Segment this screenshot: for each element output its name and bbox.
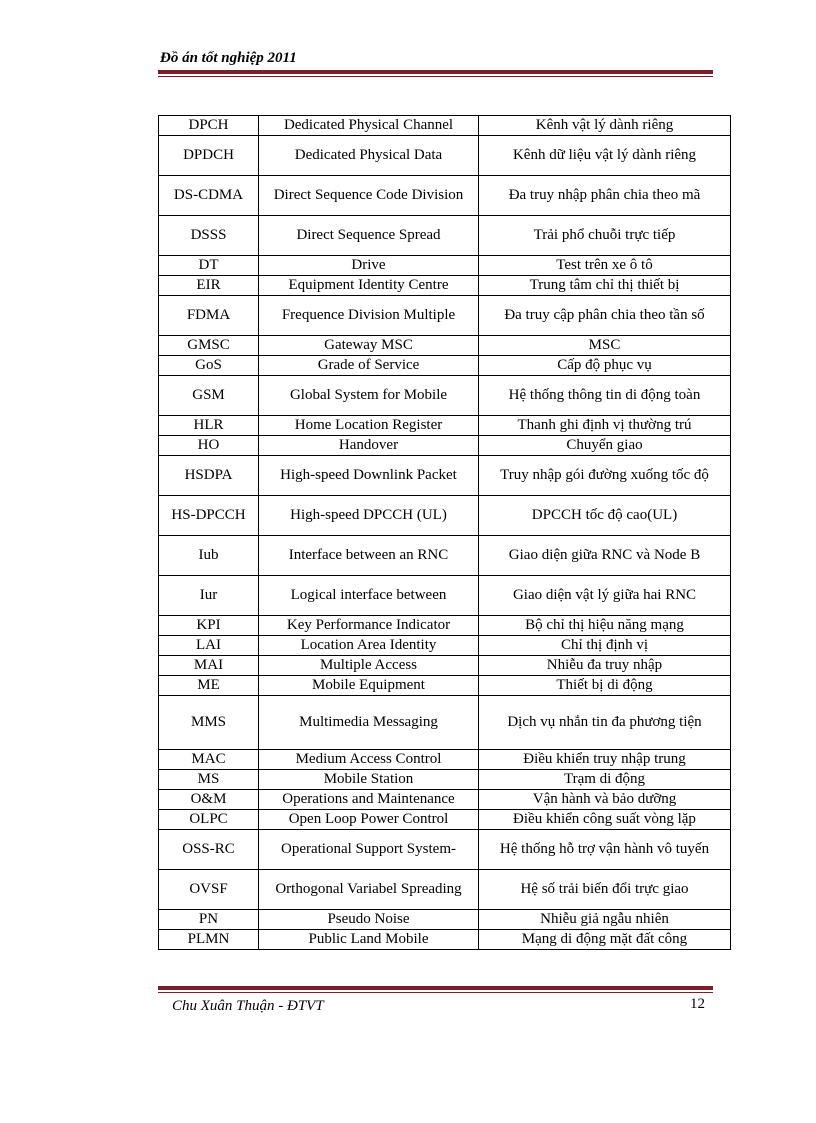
english-term-cell: Orthogonal Variabel Spreading xyxy=(259,870,479,910)
abbreviation-cell: MS xyxy=(159,770,259,790)
vietnamese-term-cell: Điều khiển công suất vòng lặp xyxy=(479,810,731,830)
vietnamese-term-cell: Hệ số trải biến đổi trực giao xyxy=(479,870,731,910)
vietnamese-term-cell: Thanh ghi định vị thường trú xyxy=(479,416,731,436)
english-term-cell: Pseudo Noise xyxy=(259,910,479,930)
abbreviation-cell: LAI xyxy=(159,636,259,656)
abbreviation-cell: GoS xyxy=(159,356,259,376)
english-term-cell: High-speed Downlink Packet xyxy=(259,456,479,496)
vietnamese-term-cell: Test trên xe ô tô xyxy=(479,256,731,276)
english-term-cell: Interface between an RNC xyxy=(259,536,479,576)
abbreviation-cell: HSDPA xyxy=(159,456,259,496)
table-row xyxy=(159,656,731,676)
english-term-cell: Mobile Equipment xyxy=(259,676,479,696)
table-row xyxy=(159,576,731,616)
abbreviation-cell: DPDCH xyxy=(159,136,259,176)
abbreviation-cell: PN xyxy=(159,910,259,930)
english-term-cell: High-speed DPCCH (UL) xyxy=(259,496,479,536)
table-row xyxy=(159,436,731,456)
vietnamese-term-cell: Vận hành và bảo dưỡng xyxy=(479,790,731,810)
table-row xyxy=(159,770,731,790)
abbreviation-cell: GSM xyxy=(159,376,259,416)
abbreviation-cell: HS-DPCCH xyxy=(159,496,259,536)
abbreviation-cell: Iur xyxy=(159,576,259,616)
vietnamese-term-cell: Chuyển giao xyxy=(479,436,731,456)
vietnamese-term-cell: Mạng di động mặt đất công xyxy=(479,930,731,950)
vietnamese-term-cell: Trung tâm chỉ thị thiết bị xyxy=(479,276,731,296)
vietnamese-term-cell: Cấp độ phục vụ xyxy=(479,356,731,376)
english-term-cell: Public Land Mobile xyxy=(259,930,479,950)
english-term-cell: Equipment Identity Centre xyxy=(259,276,479,296)
table-row xyxy=(159,750,731,770)
vietnamese-term-cell: Trạm di động xyxy=(479,770,731,790)
table-row xyxy=(159,930,731,950)
vietnamese-term-cell: Truy nhập gói đường xuống tốc độ xyxy=(479,456,731,496)
vietnamese-term-cell: Điều khiển truy nhập trung xyxy=(479,750,731,770)
english-term-cell: Dedicated Physical Channel xyxy=(259,116,479,136)
table-row xyxy=(159,296,731,336)
table-row xyxy=(159,376,731,416)
table-row xyxy=(159,116,731,136)
vietnamese-term-cell: DPCCH tốc độ cao(UL) xyxy=(479,496,731,536)
vietnamese-term-cell: Hệ thống hỗ trợ vận hành vô tuyến xyxy=(479,830,731,870)
abbreviation-cell: DT xyxy=(159,256,259,276)
english-term-cell: Frequence Division Multiple xyxy=(259,296,479,336)
abbreviation-cell: KPI xyxy=(159,616,259,636)
vietnamese-term-cell: Kênh dữ liệu vật lý dành riêng xyxy=(479,136,731,176)
abbreviation-cell: OLPC xyxy=(159,810,259,830)
vietnamese-term-cell: Hệ thống thông tin di động toàn xyxy=(479,376,731,416)
abbreviation-cell: FDMA xyxy=(159,296,259,336)
english-term-cell: Logical interface between xyxy=(259,576,479,616)
english-term-cell: Global System for Mobile xyxy=(259,376,479,416)
table-row xyxy=(159,870,731,910)
abbreviation-cell: DSSS xyxy=(159,216,259,256)
abbreviation-cell: EIR xyxy=(159,276,259,296)
table-row xyxy=(159,276,731,296)
abbreviation-cell: ME xyxy=(159,676,259,696)
english-term-cell: Multimedia Messaging xyxy=(259,696,479,750)
table-row xyxy=(159,136,731,176)
vietnamese-term-cell: Giao diện giữa RNC và Node B xyxy=(479,536,731,576)
abbreviation-cell: OVSF xyxy=(159,870,259,910)
page-header-title: Đồ án tốt nghiệp 2011 xyxy=(160,50,297,66)
table-row xyxy=(159,336,731,356)
abbreviation-cell: GMSC xyxy=(159,336,259,356)
english-term-cell: Medium Access Control xyxy=(259,750,479,770)
vietnamese-term-cell: Thiết bị di động xyxy=(479,676,731,696)
table-row xyxy=(159,910,731,930)
abbreviation-cell: MAC xyxy=(159,750,259,770)
english-term-cell: Gateway MSC xyxy=(259,336,479,356)
english-term-cell: Mobile Station xyxy=(259,770,479,790)
english-term-cell: Dedicated Physical Data xyxy=(259,136,479,176)
english-term-cell: Key Performance Indicator xyxy=(259,616,479,636)
footer-rule xyxy=(158,986,713,993)
abbreviation-cell: DPCH xyxy=(159,116,259,136)
abbreviation-cell: HLR xyxy=(159,416,259,436)
english-term-cell: Grade of Service xyxy=(259,356,479,376)
page-number: 12 xyxy=(690,996,705,1012)
vietnamese-term-cell: Nhiễu giả ngẫu nhiên xyxy=(479,910,731,930)
table-row xyxy=(159,616,731,636)
header-rule xyxy=(158,70,713,77)
english-term-cell: Handover xyxy=(259,436,479,456)
table-row xyxy=(159,830,731,870)
vietnamese-term-cell: Đa truy cập phân chia theo tần số xyxy=(479,296,731,336)
vietnamese-term-cell: Nhiễu đa truy nhập xyxy=(479,656,731,676)
abbreviation-cell: DS-CDMA xyxy=(159,176,259,216)
table-row xyxy=(159,356,731,376)
table-row xyxy=(159,216,731,256)
english-term-cell: Drive xyxy=(259,256,479,276)
english-term-cell: Operational Support System- xyxy=(259,830,479,870)
vietnamese-term-cell: Đa truy nhập phân chia theo mã xyxy=(479,176,731,216)
table-row xyxy=(159,256,731,276)
table-row xyxy=(159,636,731,656)
english-term-cell: Direct Sequence Spread xyxy=(259,216,479,256)
abbreviation-table xyxy=(158,115,731,950)
abbreviation-cell: Iub xyxy=(159,536,259,576)
table-row xyxy=(159,676,731,696)
vietnamese-term-cell: Dịch vụ nhắn tin đa phương tiện xyxy=(479,696,731,750)
vietnamese-term-cell: Kênh vật lý dành riêng xyxy=(479,116,731,136)
english-term-cell: Multiple Access xyxy=(259,656,479,676)
english-term-cell: Direct Sequence Code Division xyxy=(259,176,479,216)
abbreviation-cell: HO xyxy=(159,436,259,456)
table-row xyxy=(159,456,731,496)
vietnamese-term-cell: Chỉ thị định vị xyxy=(479,636,731,656)
table-row xyxy=(159,416,731,436)
table-row xyxy=(159,536,731,576)
vietnamese-term-cell: Bộ chỉ thị hiệu năng mạng xyxy=(479,616,731,636)
abbreviation-cell: O&M xyxy=(159,790,259,810)
vietnamese-term-cell: MSC xyxy=(479,336,731,356)
abbreviation-cell: PLMN xyxy=(159,930,259,950)
english-term-cell: Open Loop Power Control xyxy=(259,810,479,830)
table-row xyxy=(159,810,731,830)
english-term-cell: Operations and Maintenance xyxy=(259,790,479,810)
english-term-cell: Location Area Identity xyxy=(259,636,479,656)
footer-author: Chu Xuân Thuận - ĐTVT xyxy=(172,998,324,1014)
abbreviation-cell: OSS-RC xyxy=(159,830,259,870)
vietnamese-term-cell: Giao diện vật lý giữa hai RNC xyxy=(479,576,731,616)
table-row xyxy=(159,696,731,750)
vietnamese-term-cell: Trải phổ chuỗi trực tiếp xyxy=(479,216,731,256)
table-row xyxy=(159,176,731,216)
table-row xyxy=(159,790,731,810)
table-row xyxy=(159,496,731,536)
abbreviation-cell: MMS xyxy=(159,696,259,750)
abbreviation-cell: MAI xyxy=(159,656,259,676)
english-term-cell: Home Location Register xyxy=(259,416,479,436)
